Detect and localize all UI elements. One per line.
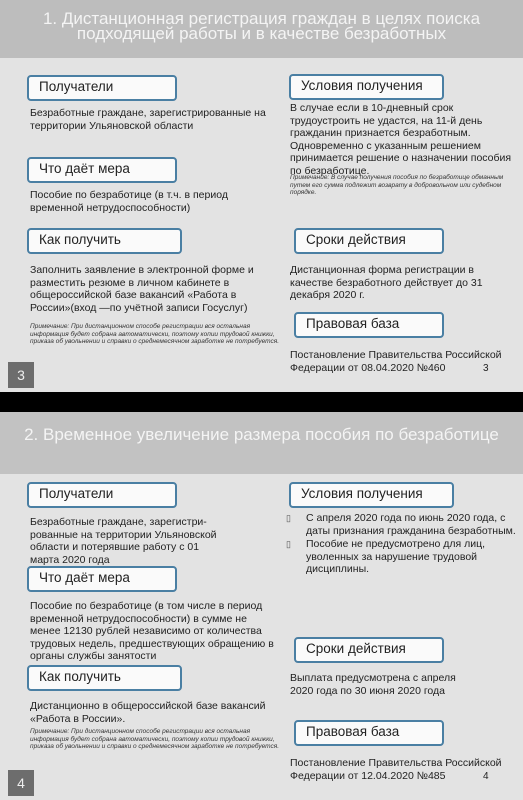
- measure-label: Что даёт мера: [27, 157, 177, 183]
- page-number-box: 4: [8, 770, 34, 796]
- page-number-small: 4: [483, 771, 489, 782]
- slide-title: 1. Дистанционная регистрация граждан в целях поиска подходящей работы и в качестве безработных: [0, 0, 523, 58]
- legal-text: Постановление Правительства Российской Федерации от 08.04.2020 №460: [290, 349, 502, 374]
- conditions-item: ▯ С апреля 2020 года по июнь 2020 года, с даты признания гражданина безработным.: [284, 512, 523, 537]
- how-text: Заполнить заявление в электронной форме и разместить резюме в личном кабинете в общероссийской базе вакансий «Работа в России»(вход —по учётной записи Госуслуг): [30, 264, 254, 314]
- how-label: Как получить: [27, 228, 182, 254]
- conditions-label: Условия получения: [289, 482, 454, 508]
- how-note: Примечание: При дистанционном способе регистрации вся остальная информация будет собрана автоматически, поэтому копии трудовой книжки, приказа об увольнении и справки о среднемесячном заработке не потребуется.: [30, 323, 279, 345]
- how-note: Примечание: При дистанционном способе регистрации вся остальная информация будет собрана автоматически, поэтому копии трудовой книжки, приказа об увольнении и справки о среднемесячном заработке не потребуется.: [30, 728, 279, 750]
- slide-2: [0, 412, 523, 800]
- recipients-text: Безработные граждане, зарегистрированные на территории Ульяновской области: [30, 107, 266, 132]
- legal-label: Правовая база: [294, 720, 444, 746]
- measure-label: Что даёт мера: [27, 566, 177, 592]
- conditions-label: Условия получения: [289, 74, 444, 100]
- term-label: Сроки действия: [294, 637, 444, 663]
- recipients-label: Получатели: [27, 75, 177, 101]
- slide-1: [0, 0, 523, 392]
- recipients-text: Безработные граждане, зарегистри-рованные на территории Ульяновской области и потерявшие работу с 01 марта 2020 года: [30, 516, 217, 566]
- page-number-box: 3: [8, 362, 34, 388]
- conditions-note: Примечание: В случае получения пособия по безработице обманным путем его сумма подлежит возврату в добровольном или судебном порядке.: [290, 174, 504, 196]
- recipients-label: Получатели: [27, 482, 177, 508]
- conditions-item: ▯ Пособие не предусмотрено для лиц, уволенных за нарушение трудовой дисциплины.: [284, 538, 523, 576]
- term-label: Сроки действия: [294, 228, 444, 254]
- measure-text: Пособие по безработице (в т.ч. в период временной нетрудоспособности): [30, 189, 228, 214]
- slide-title: 2. Временное увеличение размера пособия по безработице: [0, 412, 523, 474]
- measure-text: Пособие по безработице (в том числе в период временной нетрудоспособности) в сумме не менее 12130 рублей независимо от количества трудовых недель, предшествующих обращению в органы службы занятости: [30, 600, 274, 662]
- legal-text: Постановление Правительства Российской Федерации от 12.04.2020 №485: [290, 757, 502, 782]
- conditions-text: В случае если в 10-дневный срок трудоустроить не удастся, на 11-й день гражданин признается безработным. Одновременно с указанным решением принимается решение о назначении пособия по безработице.: [290, 102, 512, 177]
- term-text: Выплата предусмотрена с апреля 2020 года по 30 июня 2020 года: [290, 672, 456, 697]
- conditions-list: [284, 512, 523, 577]
- how-text: Дистанционно в общероссийской базе вакансий «Работа в России».: [30, 700, 266, 725]
- page-number-small: 3: [483, 363, 489, 374]
- legal-label: Правовая база: [294, 312, 444, 338]
- how-label: Как получить: [27, 665, 182, 691]
- term-text: Дистанционная форма регистрации в качестве безработного действует до 31 декабря 2020 г.: [290, 264, 483, 301]
